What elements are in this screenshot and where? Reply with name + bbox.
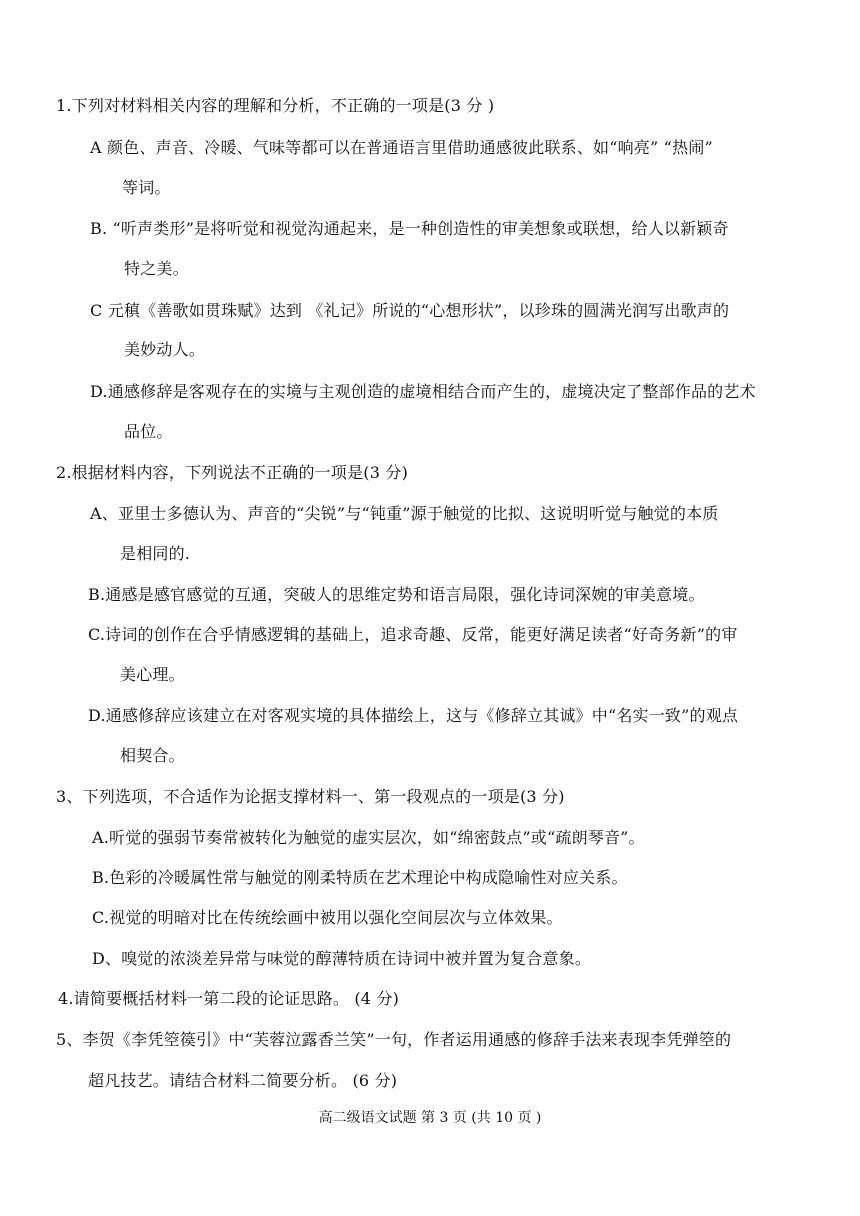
page-footer: 高二级语文试题 第 3 页 (共 10 页 ): [318, 1110, 542, 1126]
question-1-option-d: D.通感修辞是客观存在的实境与主观创造的虚境相结合而产生的，虚境决定了整部作品的艺术: [90, 382, 756, 401]
question-2-option-b: B.通感是感官感觉的互通，突破人的思维定势和语言局限，强化诗词深婉的审美意境。: [88, 585, 705, 604]
question-1-option-b-cont: 特之美。: [124, 259, 189, 278]
question-1-option-a: A 颜色、声音、冷暖、气味等都可以在普通语言里借助通感彼此联系、如“响亮” “热闹”: [90, 138, 713, 157]
question-3-option-b: B.色彩的冷暖属性常与触觉的刚柔特质在艺术理论中构成隐喻性对应关系。: [92, 868, 628, 887]
question-1-option-c: C 元稹《善歌如贯珠赋》达到 《礼记》所说的“心想形状”，以珍珠的圆满光润写出歌声的: [90, 301, 730, 320]
question-2-option-a: A、亚里士多德认为、声音的“尖锐”与“钝重”源于触觉的比拟、这说明听觉与触觉的本质: [90, 504, 719, 523]
question-1-option-d-cont: 品位。: [124, 422, 173, 441]
question-2-option-c-cont: 美心理。: [120, 665, 185, 684]
question-5-stem-cont: 超凡技艺。请结合材料二简要分析。 (6 分): [88, 1071, 398, 1090]
question-2-stem: 2.根据材料内容，下列说法不正确的一项是(3 分): [56, 463, 409, 482]
question-4-stem: 4.请简要概括材料一第二段的论证思路。 (4 分): [58, 989, 400, 1008]
question-1-option-b: B. “听声类形”是将听觉和视觉沟通起来，是一种创造性的审美想象或联想，给人以新颖奇: [90, 219, 729, 238]
question-1-stem: 1.下列对材料相关内容的理解和分析，不正确的一项是(3 分 ): [56, 96, 495, 115]
question-3-stem: 3、下列选项，不合适作为论据支撑材料一、第一段观点的一项是(3 分): [56, 787, 565, 806]
question-1-option-a-cont: 等词。: [122, 178, 171, 197]
question-2-option-a-cont: 是相同的.: [120, 544, 191, 563]
question-3-option-c: C.视觉的明暗对比在传统绘画中被用以强化空间层次与立体效果。: [92, 908, 563, 927]
question-2-option-d-cont: 相契合。: [120, 746, 185, 765]
question-5-stem: 5、李贺《李凭箜篌引》中“芙蓉泣露香兰笑”一句，作者运用通感的修辞手法来表现李凭弹箜的: [56, 1030, 732, 1049]
question-3-option-d: D、嗅觉的浓淡差异常与味觉的醇薄特质在诗词中被并置为复合意象。: [92, 949, 592, 968]
question-1-option-c-cont: 美妙动人。: [124, 340, 206, 359]
question-3-option-a: A.听觉的强弱节奏常被转化为触觉的虚实层次，如“绵密鼓点”或“疏朗琴音”。: [92, 828, 645, 847]
question-2-option-c: C.诗词的创作在合乎情感逻辑的基础上，追求奇趣、反常，能更好满足读者“好奇务新”的审: [88, 625, 738, 644]
question-2-option-d: D.通感修辞应该建立在对客观实境的具体描绘上，这与《修辞立其诚》中“名实一致”的观点: [88, 706, 739, 725]
